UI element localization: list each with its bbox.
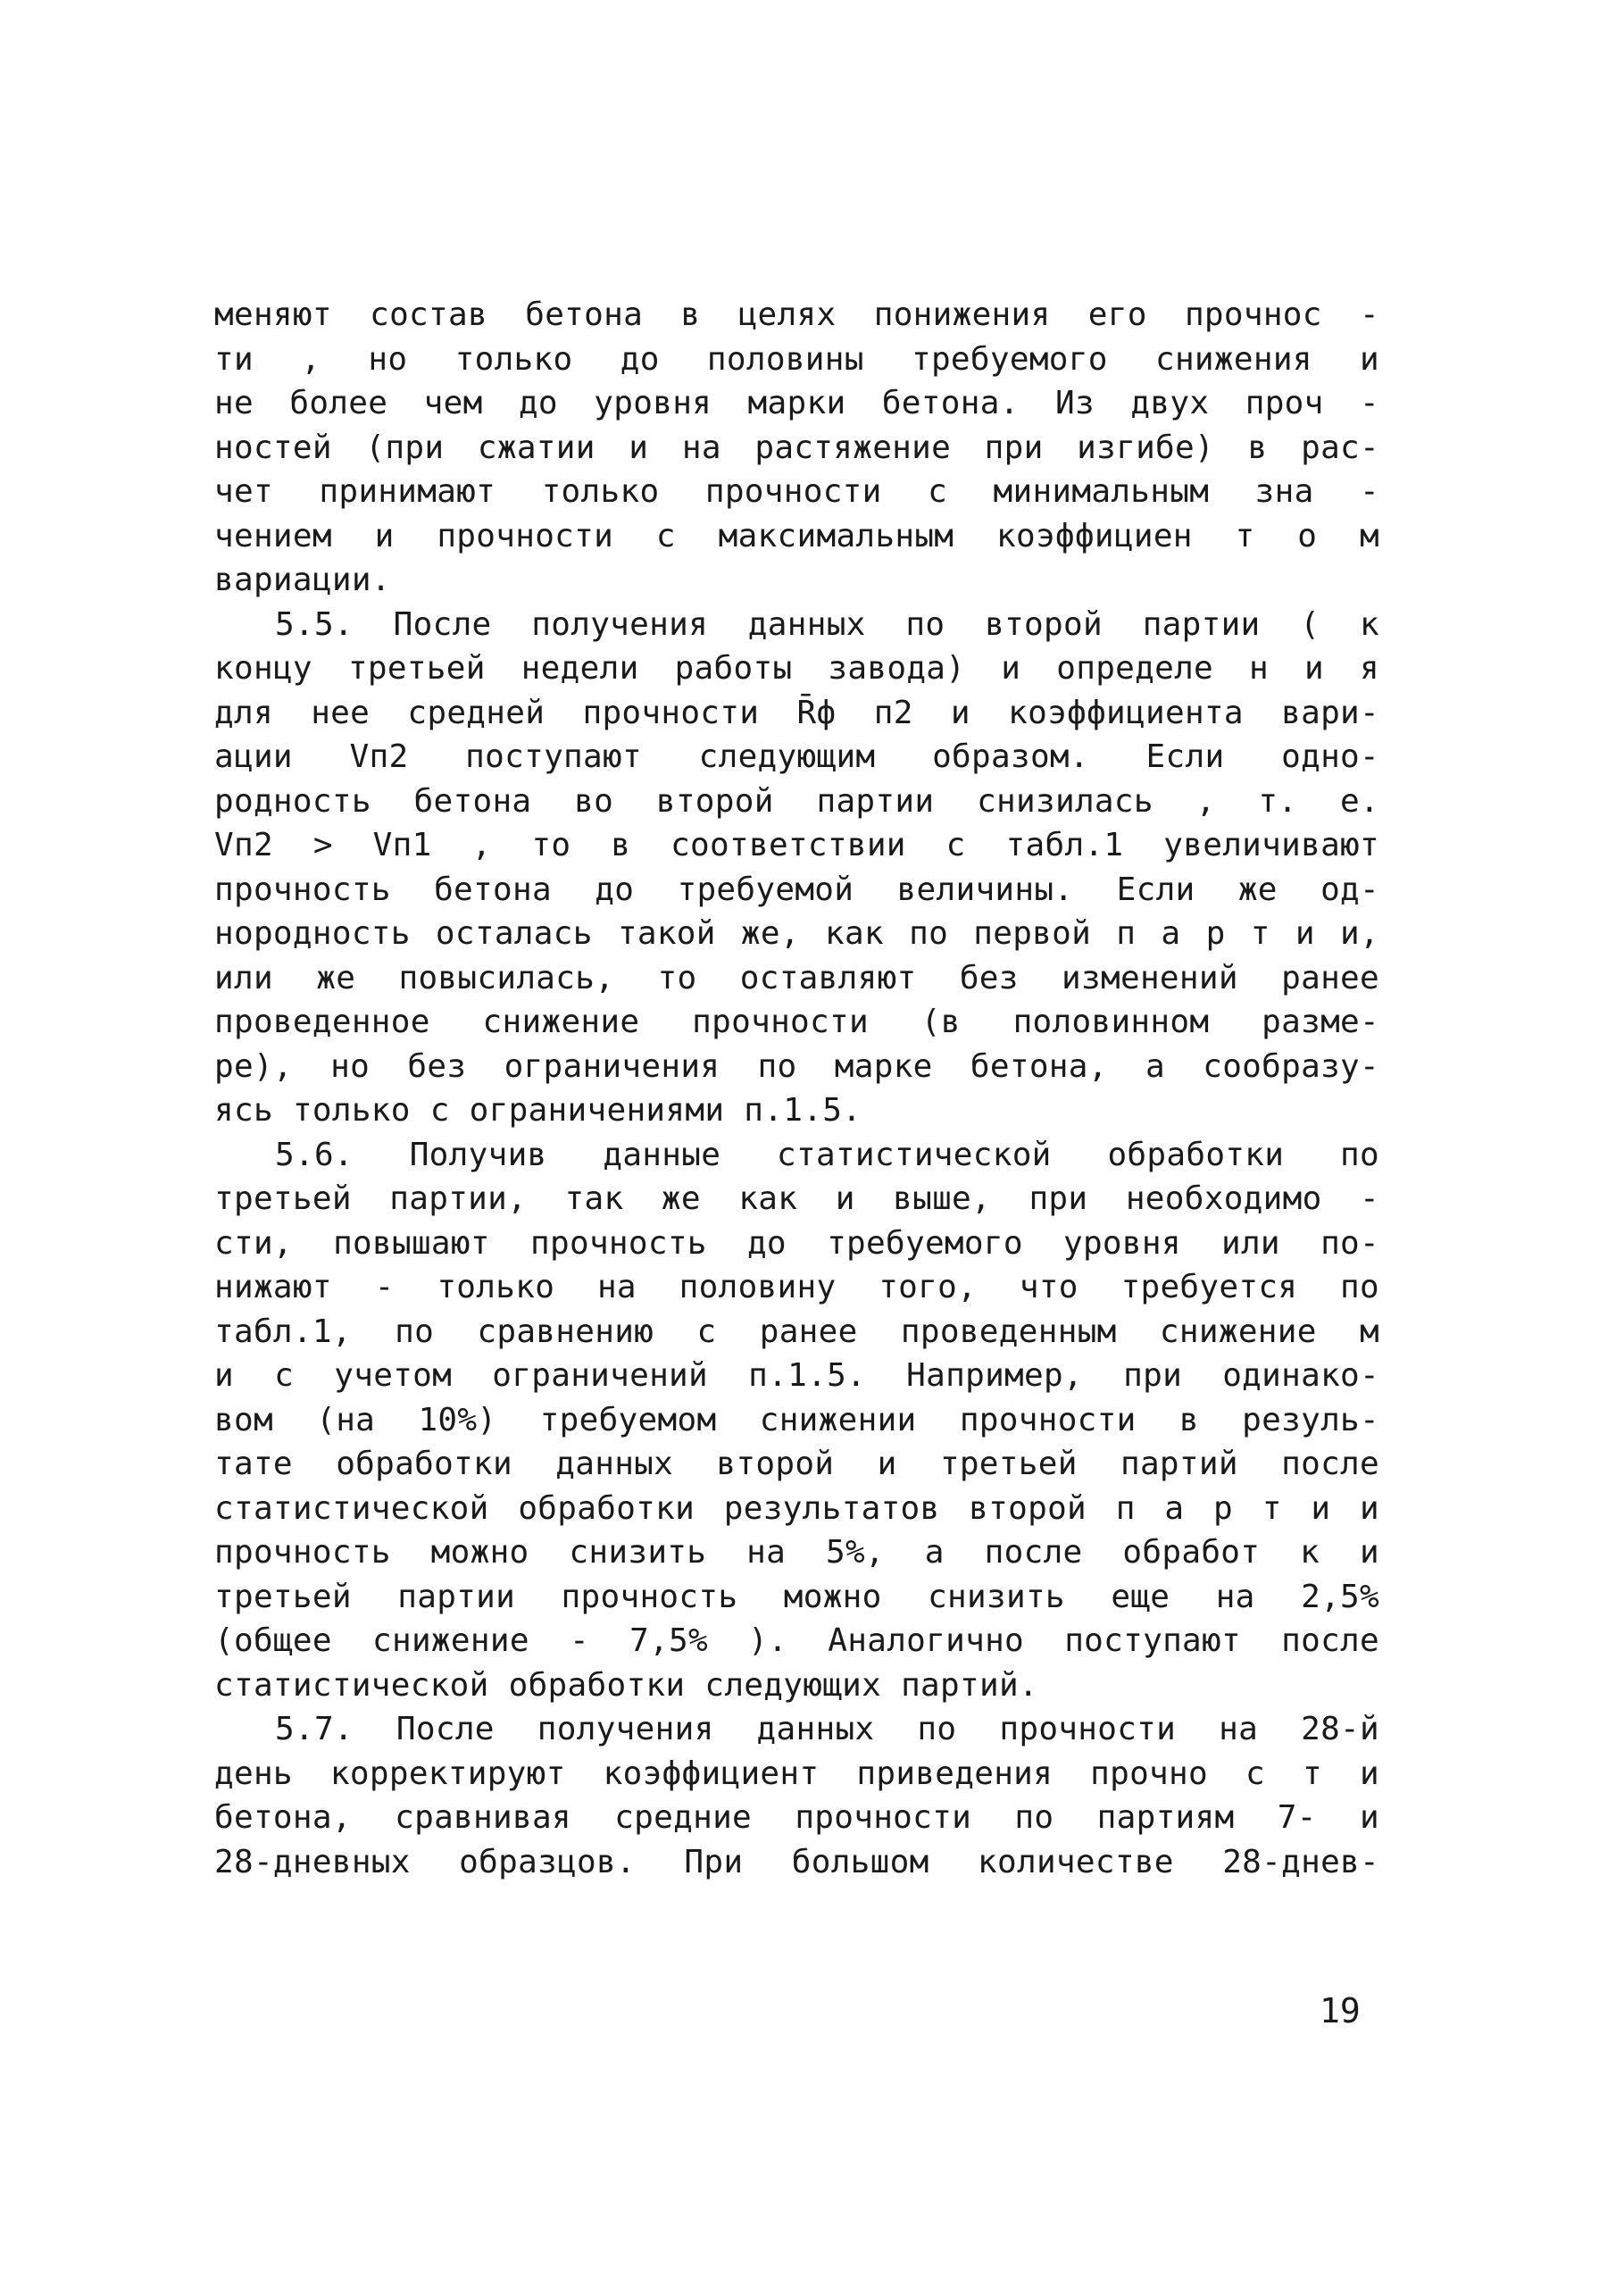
text-line: нижают - только на половину того, что требуется по	[214, 1269, 1379, 1305]
text-line: статистической обработки результатов второй п а р т и и	[214, 1489, 1379, 1527]
text-line: тате обработки данных второй и третьей партий после	[214, 1446, 1379, 1482]
text-line: ации Vп2 поступают следующим образом. Если одно-	[214, 738, 1379, 775]
text-line: прочность бетона до требуемой величины. Если же од-	[214, 871, 1379, 908]
paragraph-5-6-start: 5.6. Получив данные статистической обработки по	[275, 1136, 1379, 1173]
text-line: ре), но без ограничения по марке бетона, а сообразу-	[214, 1047, 1379, 1085]
text-line: меняют состав бетона в целях понижения его прочнос -	[214, 296, 1379, 333]
body-text	[214, 293, 1379, 1884]
text-line: прочность можно снизить на 5%, а после обработ к и	[214, 1534, 1379, 1571]
text-line: чет принимают только прочности с минимальным зна -	[214, 473, 1379, 510]
text-line: нородность осталась такой же, как по первой п а р т и и,	[214, 915, 1379, 952]
text-line: табл.1, по сравнению с ранее проведенным снижение м	[214, 1313, 1379, 1350]
text-line: вариации.	[214, 562, 391, 598]
text-line: концу третьей недели работы завода) и определе н и я	[214, 650, 1379, 687]
text-line: ти , но только до половины требуемого снижения и	[214, 340, 1379, 378]
paragraph-5-7-start: 5.7. После получения данных по прочности на 28-й	[275, 1711, 1379, 1747]
text-line: не более чем до уровня марки бетона. Из двух проч -	[214, 385, 1379, 421]
page-number: 19	[1320, 1991, 1361, 2030]
text-line: 28-дневных образцов. При большом количестве 28-днев-	[214, 1843, 1379, 1880]
text-line: день корректируют коэффициент приведения прочно с т и	[214, 1755, 1379, 1792]
text-line: третьей партии прочность можно снизить еще на 2,5%	[214, 1578, 1379, 1615]
text-line: для нее средней прочности R̄ф п2 и коэффициента вари-	[214, 694, 1379, 731]
text-line: проведенное снижение прочности (в половинном разме-	[214, 1004, 1379, 1040]
text-line: статистической обработки следующих партий.	[214, 1666, 1038, 1704]
text-line: бетона, сравнивая средние прочности по партиям 7- и	[214, 1799, 1379, 1836]
text-line: сти, повышают прочность до требуемого уровня или по-	[214, 1224, 1379, 1262]
text-line: и с учетом ограничений п.1.5. Например, при одинако-	[214, 1357, 1379, 1394]
text-line: Vп2 > Vп1 , то в соответствии с табл.1 увеличивают	[214, 827, 1379, 863]
text-line: чением и прочности с максимальным коэффициен т о м	[214, 517, 1379, 554]
text-line: ностей (при сжатии и на растяжение при изгибе) в рас-	[214, 429, 1379, 466]
text-line: вом (на 10%) требуемом снижении прочности в резуль-	[214, 1401, 1379, 1438]
text-line: родность бетона во второй партии снизилась , т. е.	[214, 782, 1379, 820]
text-line: (общее снижение - 7,5% ). Аналогично поступают после	[214, 1622, 1379, 1659]
text-line: третьей партии, так же как и выше, при необходимо -	[214, 1180, 1379, 1217]
paragraph-5-5-start: 5.5. После получения данных по второй партии ( к	[275, 605, 1379, 643]
text-line: ясь только с ограничениями п.1.5.	[214, 1092, 862, 1129]
text-line: или же повысилась, то оставляют без изменений ранее	[214, 959, 1379, 996]
